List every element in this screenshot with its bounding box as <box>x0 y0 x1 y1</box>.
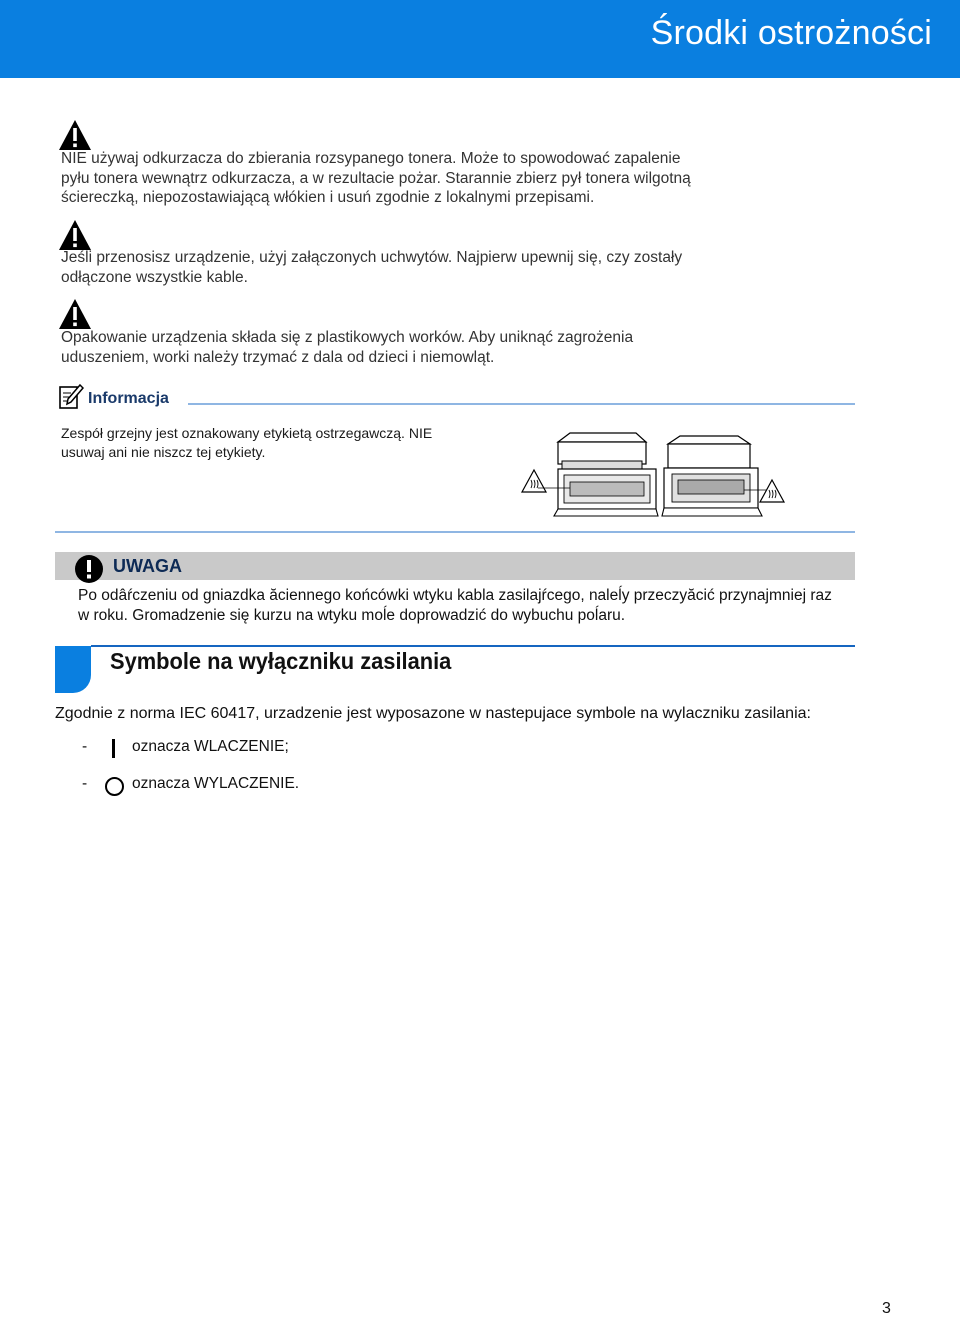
section-heading-line <box>91 645 855 647</box>
caution-text: Po odâŕczeniu od gniazdka ăciennego końcówki wtyku kabla zasilajŕcego, naleĺy przeczyăcić przynajmniej raz w roku. Gromadzenie się kurzu na wtyku moĺe doprowadzić do wybuchu poĺaru. <box>78 587 832 624</box>
warning-triangle-icon <box>58 298 92 330</box>
warning-text-bags: Opakowanie urządzenia składa się z plastikowych worków. Aby uniknąć zagrożenia uduszeniem, worki należy trzymać z dala od dzieci i niemowląt. <box>61 329 634 366</box>
symbol-off-text: oznacza WYLACZENIE. <box>132 775 300 792</box>
warning-text-moving: Jeśli przenosisz urządzenie, użyj załączonych uchwytów. Najpierw upewnij się, czy zostały odłączone wszystkie kable. <box>61 249 683 286</box>
caution-exclamation-icon <box>74 554 104 584</box>
warning-triangle-icon <box>58 219 92 251</box>
warning-text-vacuum: NIE używaj odkurzacza do zbierania rozsypanego tonera. Może to spowodować zapalenie pyłu tonera wewnątrz odkurzacza, a w rezultacie pożar. Starannie zbierz pył tonera wilgotną ściereczką, niepozostawiającą włókien i usuń zgodnie z lokalnymi przepisami. <box>61 150 691 206</box>
symbol-on-text: oznacza WLACZENIE; <box>132 738 289 755</box>
info-text: Zespół grzejny jest oznakowany etykietą ostrzegawczą. NIE usuwaj ani nie niszcz tej etykiety. <box>61 425 433 460</box>
section-divider <box>55 531 855 533</box>
info-title: Informacja <box>88 390 169 407</box>
section-intro: Zgodnie z norma IEC 60417, urzadzenie jest wyposazone w nastepujace symbole na wylaczniku zasilania: <box>55 705 811 722</box>
page-number: 3 <box>882 1300 891 1317</box>
section-tab-marker <box>55 646 91 693</box>
note-pencil-icon <box>58 383 84 411</box>
section-title: Symbole na wyłączniku zasilania <box>110 648 452 674</box>
list-dash: - <box>82 775 88 792</box>
info-divider <box>188 403 855 405</box>
page-title: Środki ostrożności <box>650 14 932 52</box>
power-off-symbol-icon <box>105 777 124 796</box>
printer-hot-label-illustration <box>518 428 796 522</box>
warning-triangle-icon <box>58 119 92 151</box>
list-dash: - <box>82 738 88 755</box>
power-on-symbol-icon <box>112 739 115 758</box>
caution-title: UWAGA <box>113 556 182 576</box>
